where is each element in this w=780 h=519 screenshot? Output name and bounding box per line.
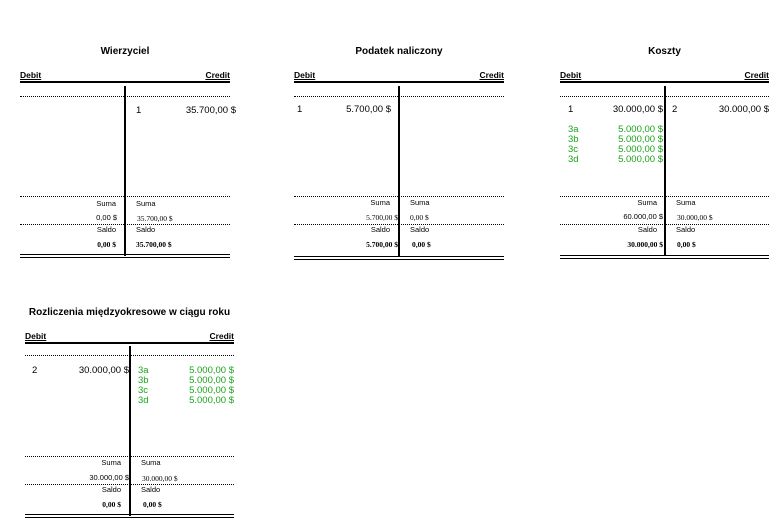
debit-label: Debit [294, 70, 316, 80]
saldo-credit-label: Saldo [141, 485, 161, 494]
dotted-separator [560, 224, 769, 225]
credit-entry-amount: 35.700,00 $ [185, 105, 236, 116]
saldo-credit-label: Saldo [410, 225, 430, 234]
saldo-debit-value: 0,00 $ [102, 500, 121, 509]
saldo-credit-value: 0,00 $ [677, 240, 696, 249]
credit-entry-amount: 30.000,00 $ [718, 104, 769, 115]
credit-label: Credit [209, 331, 234, 341]
credit-label: Credit [744, 70, 769, 80]
suma-credit-value: 0,00 $ [410, 213, 429, 222]
account-header [294, 70, 504, 81]
suma-credit-value: 30.000,00 $ [142, 474, 178, 483]
dotted-separator [560, 196, 769, 197]
saldo-debit-value: 0,00 $ [97, 240, 116, 249]
debit-label: Debit [25, 331, 47, 341]
suma-debit-value: 30.000,00 $ [89, 473, 129, 482]
credit-label: Credit [205, 70, 230, 80]
green-entry-ref: 3a [568, 124, 579, 135]
account-header [25, 331, 234, 342]
suma-credit-label: Suma [410, 198, 430, 207]
dotted-separator [294, 224, 504, 225]
suma-credit-label: Suma [136, 199, 156, 208]
account-header [560, 70, 769, 81]
saldo-credit-value: 0,00 $ [143, 500, 162, 509]
green-entry-ref: 3c [568, 144, 579, 155]
account-title: Podatek naliczony [355, 46, 443, 57]
green-entry-amount: 5.000,00 $ [189, 375, 234, 386]
debit-entry-ref: 1 [568, 104, 574, 115]
green-entry-ref: 3b [138, 375, 149, 386]
green-entry-ref: 3a [138, 365, 149, 376]
suma-debit-label: Suma [96, 199, 116, 208]
green-entry-ref: 3d [568, 154, 579, 165]
saldo-debit-label: Saldo [370, 225, 390, 234]
suma-debit-label: Suma [370, 198, 390, 207]
green-entry-ref: 3d [138, 395, 149, 406]
suma-debit-label: Suma [101, 458, 121, 467]
double-underline [25, 514, 234, 518]
credit-entry-ref: 1 [136, 105, 142, 116]
debit-entry-ref: 1 [297, 104, 303, 115]
double-underline [20, 254, 230, 258]
green-entry-amount: 5.000,00 $ [618, 134, 663, 145]
dotted-separator [25, 456, 234, 457]
debit-entry-amount: 30.000,00 $ [612, 104, 663, 115]
green-entry-amount: 5.000,00 $ [189, 385, 234, 396]
green-entry-amount: 5.000,00 $ [618, 124, 663, 135]
t-account-divider [664, 86, 666, 256]
saldo-debit-label: Saldo [96, 225, 116, 234]
green-entry-amount: 5.000,00 $ [618, 154, 663, 165]
suma-credit-value: 30.000,00 $ [677, 213, 713, 222]
account-podatek-naliczony [294, 46, 504, 261]
debit-label: Debit [20, 70, 42, 80]
dotted-separator [20, 196, 230, 197]
saldo-debit-value: 5.700,00 $ [366, 240, 398, 249]
t-account-divider [398, 86, 400, 256]
green-entry-amount: 5.000,00 $ [189, 365, 234, 376]
double-underline [294, 256, 504, 260]
suma-debit-value: 60.000,00 $ [623, 212, 663, 221]
saldo-credit-label: Saldo [676, 225, 696, 234]
account-title: Wierzyciel [100, 46, 150, 57]
dotted-separator [25, 484, 234, 485]
debit-entry-amount: 5.700,00 $ [346, 104, 391, 115]
suma-credit-label: Suma [676, 198, 696, 207]
suma-debit-label: Suma [637, 198, 657, 207]
green-entry-amount: 5.000,00 $ [618, 144, 663, 155]
account-rozliczenia-miedzyokresowe [25, 307, 234, 519]
suma-debit-value: 5.700,00 $ [366, 213, 398, 222]
debit-label: Debit [560, 70, 582, 80]
saldo-debit-label: Saldo [637, 225, 657, 234]
account-title: Rozliczenia międzyokresowe w ciągu roku [28, 307, 231, 318]
account-koszty [560, 46, 769, 261]
debit-entry-amount: 30.000,00 $ [78, 365, 129, 376]
account-title: Koszty [648, 46, 681, 57]
suma-debit-value: 0,00 $ [96, 213, 117, 222]
dotted-separator [20, 224, 230, 225]
header-rule [25, 342, 234, 344]
saldo-credit-label: Saldo [136, 225, 156, 234]
saldo-credit-value: 0,00 $ [412, 240, 431, 249]
credit-label: Credit [479, 70, 504, 80]
credit-entry-ref: 2 [672, 104, 678, 115]
saldo-credit-value: 35.700,00 $ [136, 240, 172, 249]
t-account-divider [129, 346, 131, 516]
debit-entry-ref: 2 [32, 365, 38, 376]
suma-credit-label: Suma [141, 458, 161, 467]
saldo-debit-value: 30.000,00 $ [627, 240, 663, 249]
header-rule [560, 81, 769, 83]
account-header [20, 70, 230, 81]
dotted-separator [294, 196, 504, 197]
green-entry-ref: 3c [138, 385, 149, 396]
green-entry-ref: 3b [568, 134, 579, 145]
saldo-debit-label: Saldo [101, 485, 121, 494]
double-underline [560, 255, 769, 259]
header-rule [294, 81, 504, 83]
suma-credit-value: 35.700,00 $ [137, 214, 173, 223]
t-account-divider [124, 86, 126, 256]
account-wierzyciel [20, 46, 236, 261]
header-rule [20, 81, 230, 83]
green-entry-amount: 5.000,00 $ [189, 395, 234, 406]
